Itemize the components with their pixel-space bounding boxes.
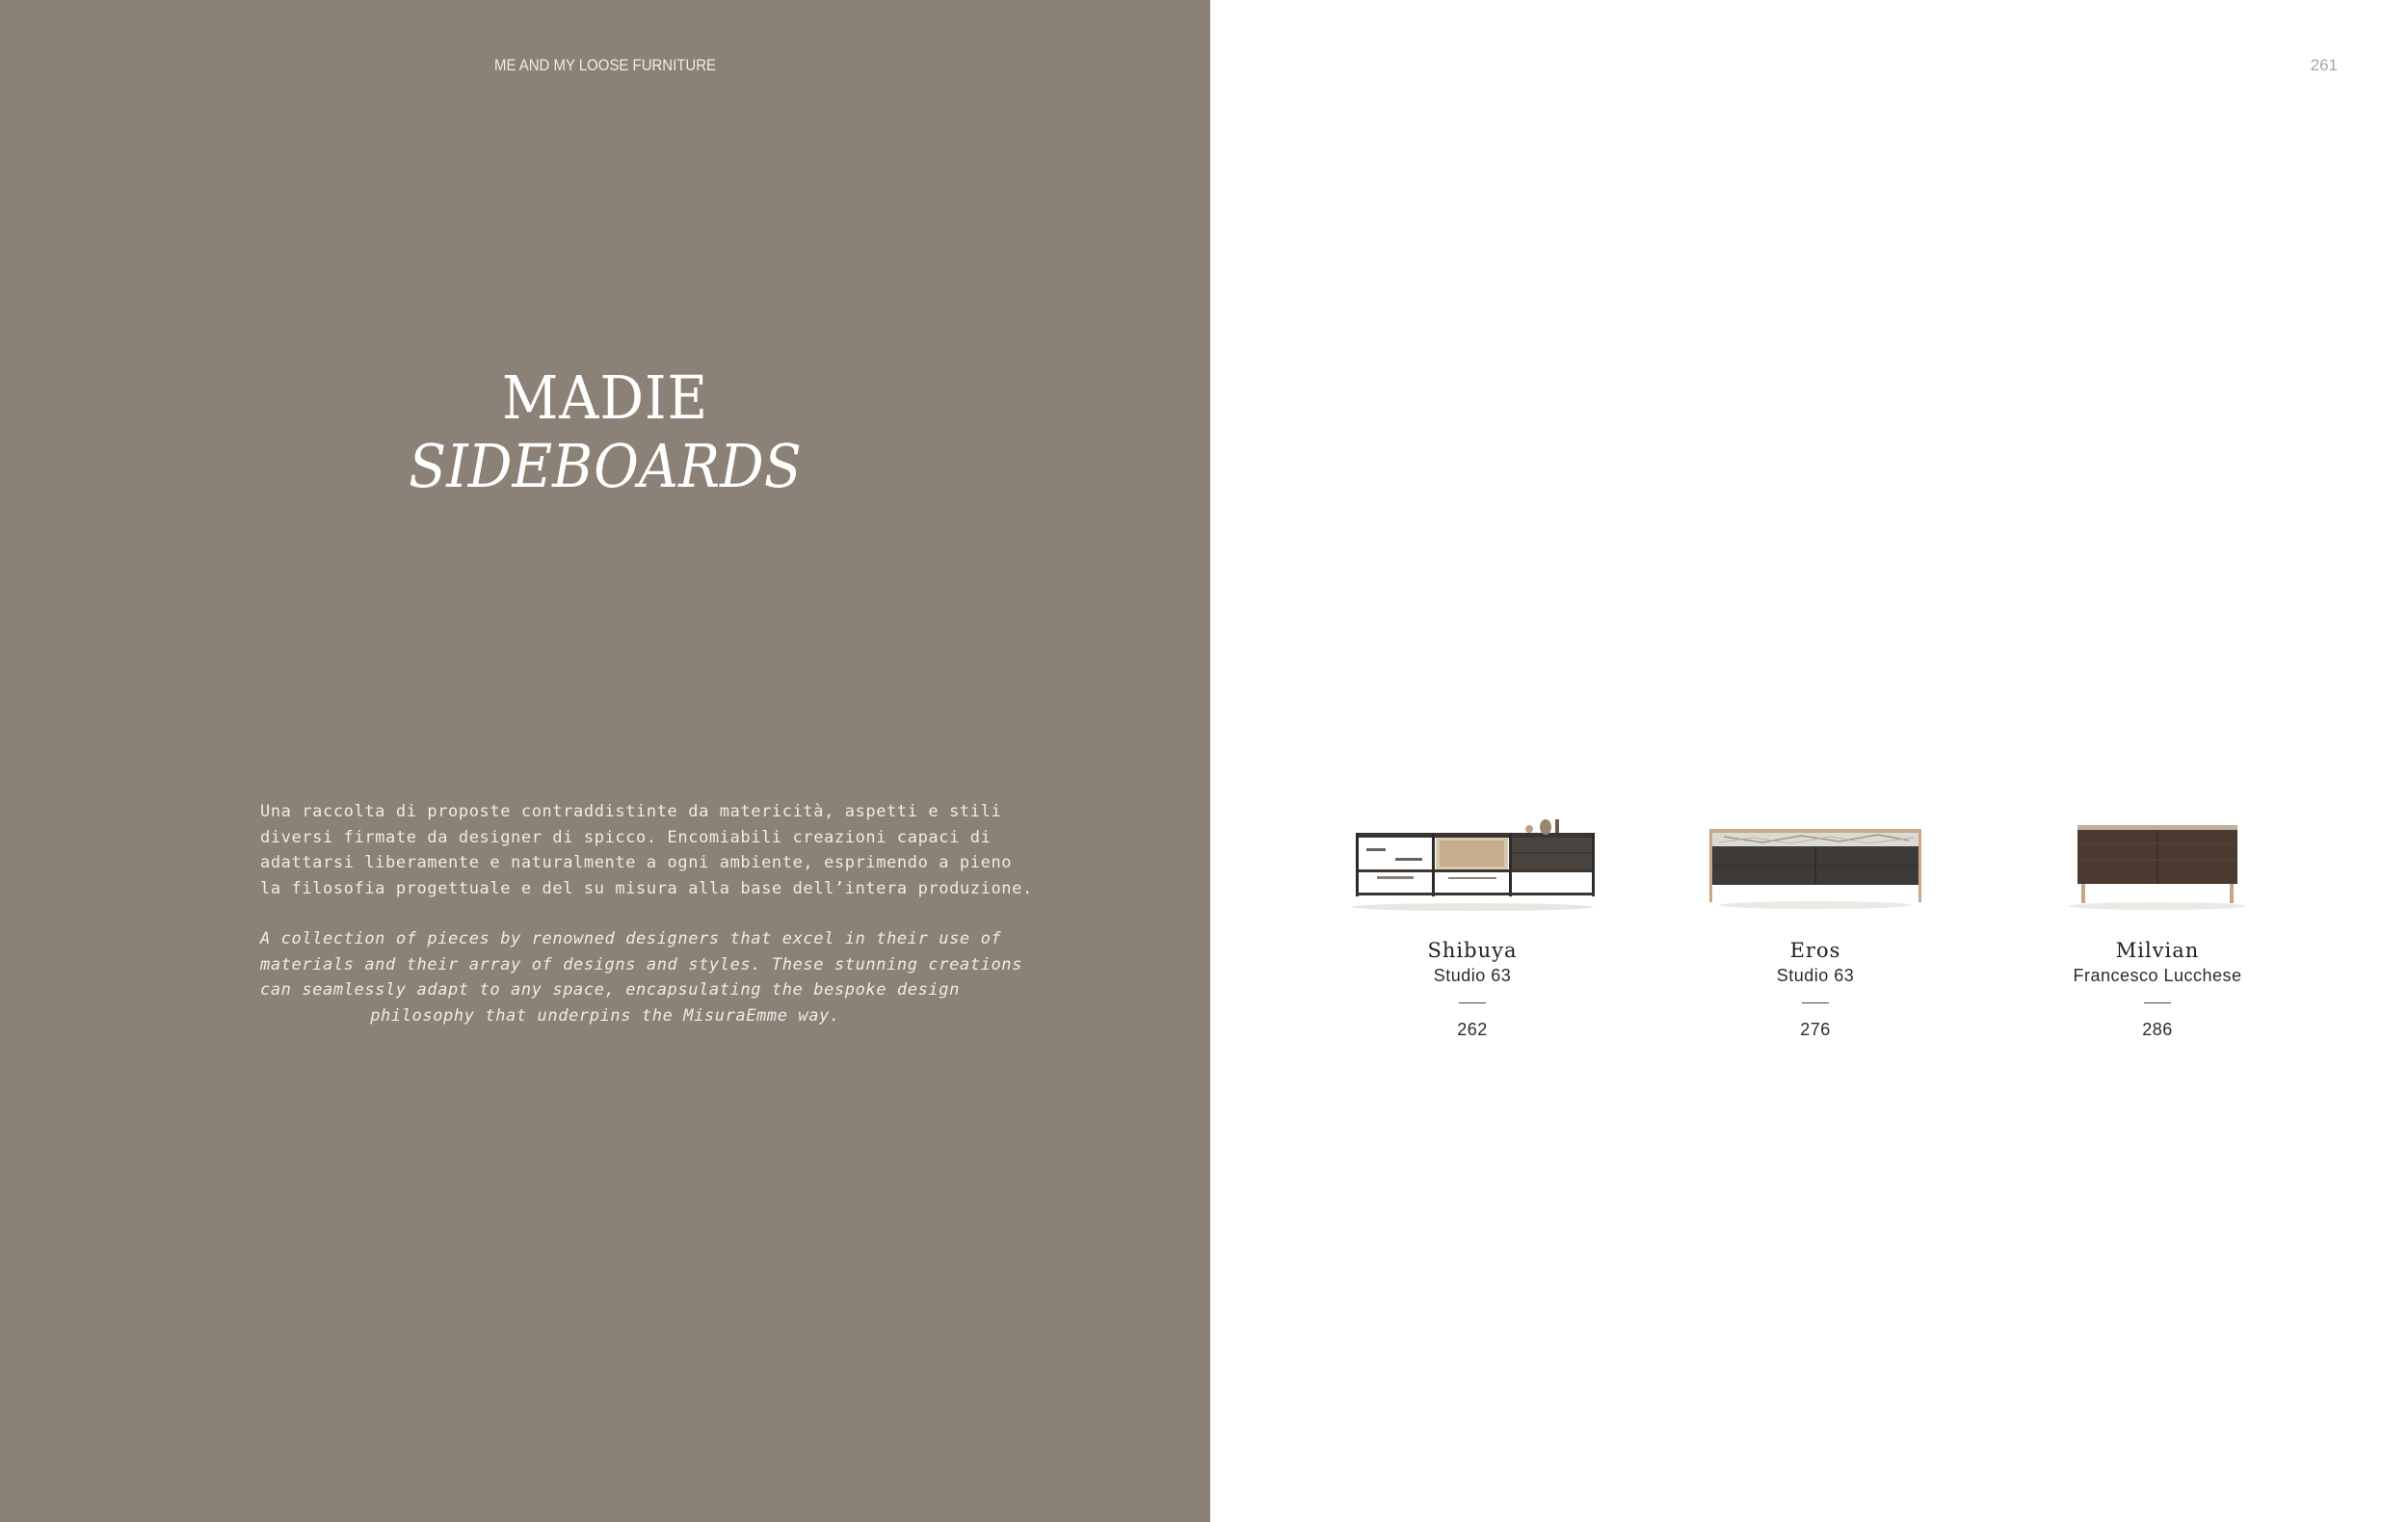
- product-designer: Studio 63: [1776, 966, 1855, 985]
- divider: [1459, 1002, 1486, 1003]
- divider: [2144, 1002, 2171, 1003]
- product-name: Shibuya: [1427, 939, 1518, 962]
- intro-italian-line: adattarsi liberamente e naturalmente a ogni ambiente, esprimendo a pieno: [260, 853, 1013, 872]
- milvian-sideboard-image: [1998, 810, 2316, 923]
- product-page-number: 262: [1457, 1020, 1488, 1039]
- intro-english-line: A collection of pieces by renowned designers that excel in their use of: [260, 929, 1002, 948]
- intro-english-line: can seamlessly adapt to any space, encapsulating the bespoke design: [260, 980, 960, 1000]
- section-title-english: SIDEBOARDS: [409, 431, 802, 501]
- intro-english-line: materials and their array of designs and styles. These stunning creations: [260, 954, 1022, 975]
- intro-english: [260, 926, 1022, 1028]
- product-name: Milvian: [2115, 939, 2200, 962]
- page-number: 261: [2310, 56, 2338, 74]
- shibuya-sideboard-image: [1313, 810, 1631, 923]
- intro-italian-line: diversi firmate da designer di spicco. Encomiabili creazioni capaci di: [260, 827, 992, 847]
- product-card-eros[interactable]: [1656, 810, 1974, 1040]
- intro-english-line: philosophy that underpins the MisuraEmme way.: [370, 1005, 840, 1026]
- product-designer: Francesco Lucchese: [2073, 966, 2242, 985]
- product-card-shibuya[interactable]: [1313, 810, 1631, 1040]
- product-card-milvian[interactable]: [1998, 810, 2316, 1040]
- intro-italian: [260, 799, 1033, 901]
- eros-sideboard-image: [1656, 810, 1974, 923]
- product-page-number: 276: [1800, 1020, 1831, 1039]
- running-title: ME AND MY LOOSE FURNITURE: [494, 56, 716, 74]
- section-title: [0, 364, 1210, 501]
- intro-italian-line: la filosofia progettuale e del su misura alla base dell’intera produzione.: [260, 878, 1033, 898]
- section-title-italian: MADIE: [501, 362, 709, 433]
- product-name: Eros: [1789, 939, 1841, 962]
- right-page: [1210, 0, 2408, 1522]
- product-designer: Studio 63: [1433, 966, 1512, 985]
- product-page-number: 286: [2142, 1020, 2173, 1039]
- intro-italian-line: Una raccolta di proposte contraddistinte da matericità, aspetti e stili: [260, 802, 1002, 821]
- divider: [1802, 1002, 1829, 1003]
